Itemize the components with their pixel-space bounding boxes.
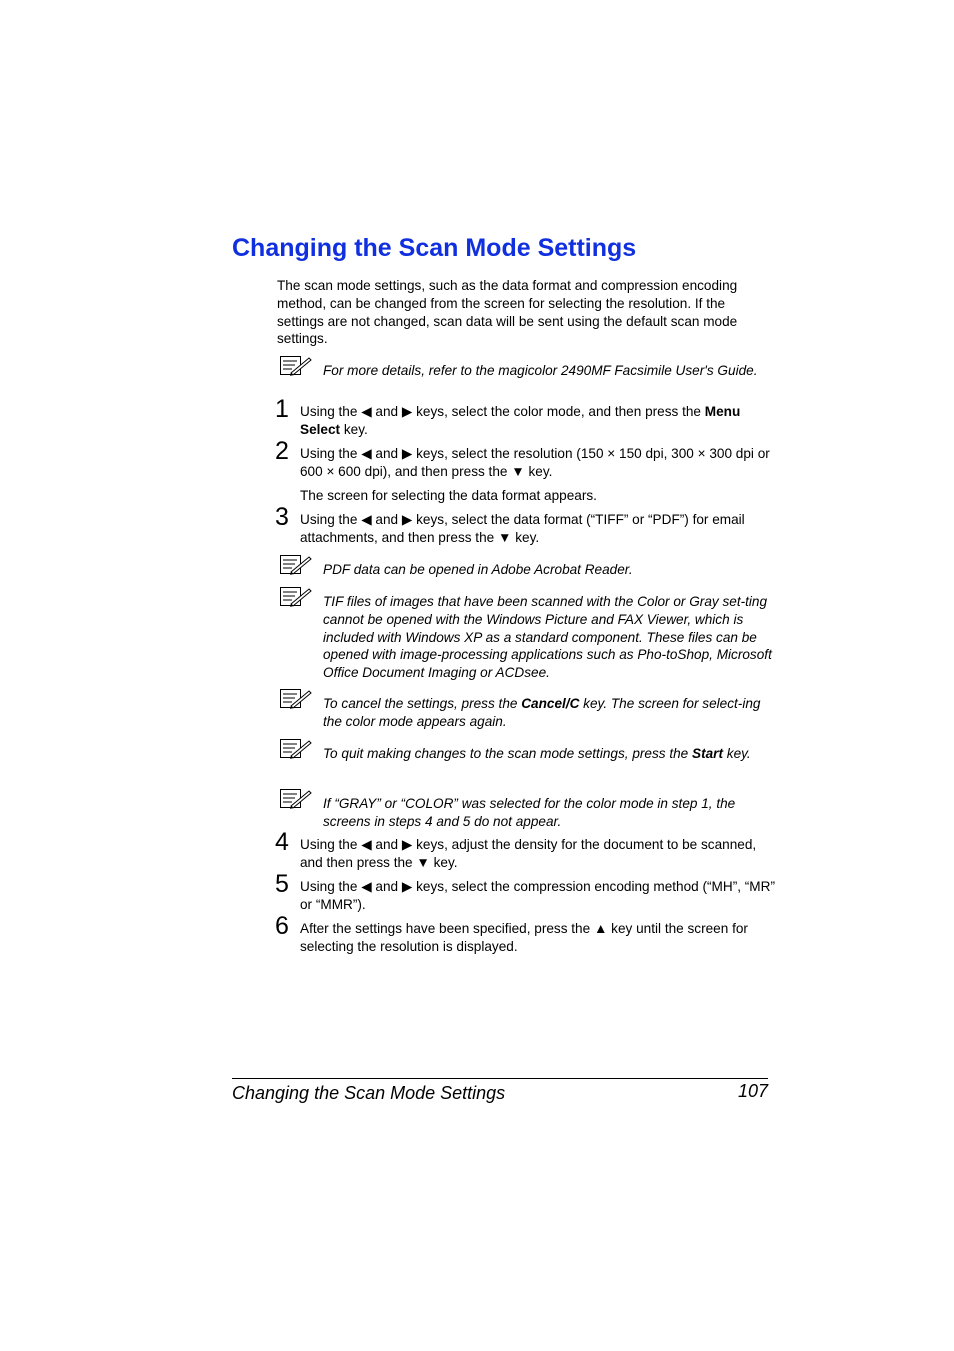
note-pencil-icon (279, 554, 313, 576)
step-number: 2 (275, 437, 289, 465)
note-pencil-icon (279, 688, 313, 710)
note-quit (323, 745, 773, 763)
note-pencil-icon (279, 738, 313, 760)
step-2-text: Using the ◀ and ▶ keys, select the resolution (150 × 150 dpi, 300 × 300 dpi or 600 × 600 dpi), and then press the ▼ key. (300, 446, 770, 479)
note-pdf: PDF data can be opened in Adobe Acrobat Reader. (323, 562, 633, 577)
footer-title: Changing the Scan Mode Settings (232, 1083, 506, 1103)
step-2-result: The screen for selecting the data format appears. (300, 488, 597, 503)
note-gray-color: If “GRAY” or “COLOR” was selected for the color mode in step 1, the screens in steps 4 and 5 do not appear. (323, 796, 736, 829)
step-4-text: Using the ◀ and ▶ keys, adjust the density for the document to be scanned, and then press the ▼ key. (300, 837, 757, 870)
note-quit-start: To quit making changes to the scan mode settings, press the (323, 746, 693, 761)
step-number: 4 (275, 828, 289, 856)
menu-select-key-label: Menu Select (300, 404, 741, 437)
step-1-text-start: Using the ◀ and ▶ keys, select the color mode, and then press the (300, 404, 705, 419)
step-5-text: Using the ◀ and ▶ keys, select the compression encoding method (“MH”, “MR” or “MMR”). (300, 879, 775, 912)
step-number: 1 (275, 395, 289, 423)
intro-paragraph: The scan mode settings, such as the data format and compression encoding method, can be changed from the screen for selecting the resolution. If the settings are not changed, scan data will be sent using the default scan mode settings. (277, 278, 738, 347)
note-cancel (323, 695, 773, 731)
step-number: 6 (275, 912, 289, 940)
note-pencil-icon (279, 586, 313, 608)
note-more-details: For more details, refer to the magicolor 2490MF Facsimile User's Guide. (323, 363, 758, 378)
step-number: 5 (275, 870, 289, 898)
step-1-text (300, 403, 775, 439)
cancel-key-label: Cancel/C (521, 696, 580, 711)
footer-divider (232, 1078, 768, 1079)
note-quit-end: key. (723, 746, 751, 761)
step-number: 3 (275, 503, 289, 531)
start-key-label: Start (692, 746, 723, 761)
note-tif: TIF files of images that have been scanned with the Color or Gray set-ting cannot be opened with the Windows Picture and FAX Viewer, which is included with Windows XP as a standard component. These files can be opened with image-processing applications such as Pho-toShop, Microsoft Office Document Imaging or ACDsee. (323, 594, 772, 681)
note-cancel-end: key. The screen for select-ing the color mode appears again. (323, 696, 761, 729)
note-pencil-icon (279, 355, 313, 377)
step-3-text: Using the ◀ and ▶ keys, select the data format (“TIFF” or “PDF”) for email attachments, and then press the ▼ key. (300, 512, 745, 545)
page-number: 107 (737, 1081, 768, 1101)
step-6-text: After the settings have been specified, press the ▲ key until the screen for selecting the resolution is displayed. (300, 921, 748, 954)
step-1-text-end: key. (340, 421, 368, 437)
note-cancel-start: To cancel the settings, press the (323, 696, 522, 711)
page-title: Changing the Scan Mode Settings (232, 234, 637, 262)
note-pencil-icon (279, 788, 313, 810)
